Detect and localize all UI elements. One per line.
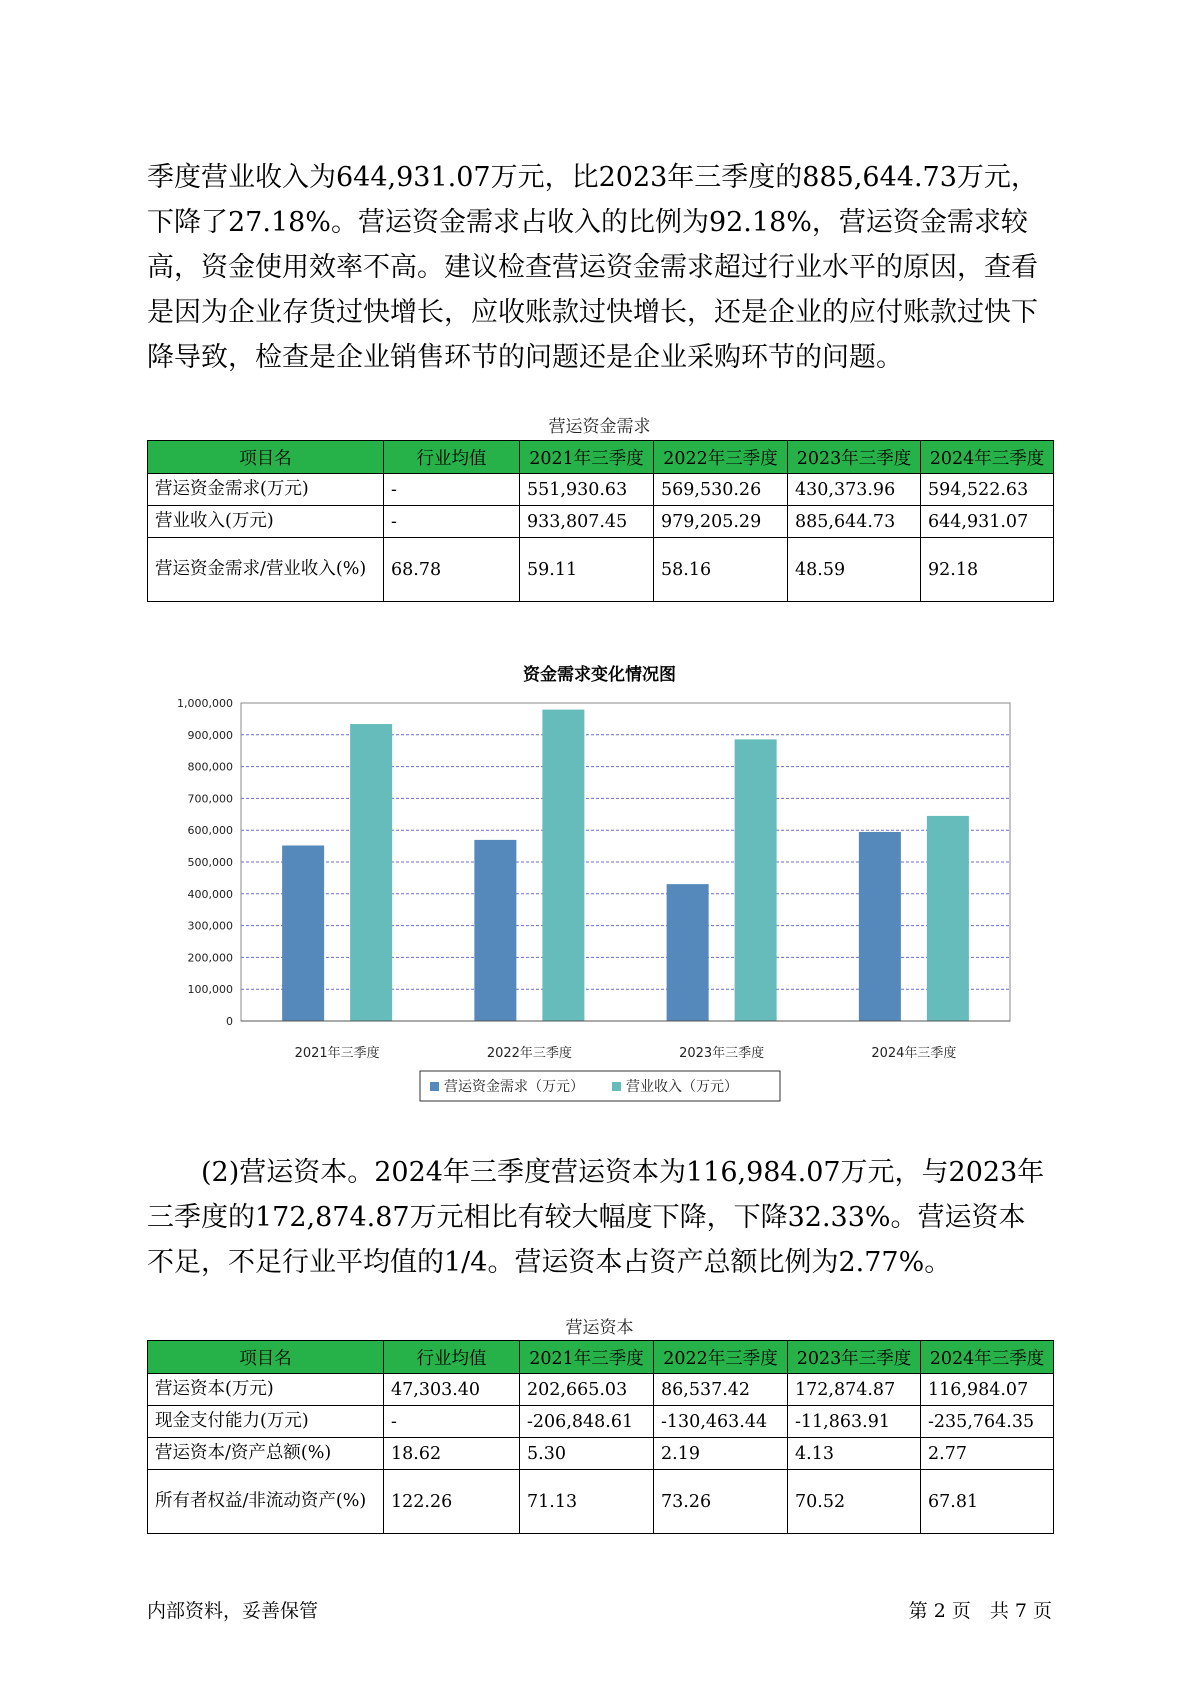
- y-tick-label: 400,000: [187, 887, 233, 901]
- table-cell: -11,863.91: [788, 1406, 921, 1438]
- row-label-cell: 营运资本/资产总额(%): [148, 1438, 384, 1470]
- table-header-row: [148, 1341, 1054, 1374]
- table-row: [148, 506, 1054, 538]
- row-label-cell: 所有者权益/非流动资产(%): [148, 1470, 384, 1534]
- y-tick-label: 500,000: [187, 856, 233, 869]
- bar: [282, 845, 324, 1021]
- table-row: [148, 538, 1054, 602]
- table-cell: 59.11: [520, 538, 654, 602]
- table-row: [148, 1374, 1054, 1406]
- table-header-cell: 2023年三季度: [788, 1341, 921, 1374]
- paragraph-text: (2)营运资本。2024年三季度营运资本为116,984.07万元，与2023年三季度的172,874.87万元相比有较大幅度下降，下降32.33%。营运资本不足，不足行业平均值的1/4。营运资本占资产总额比例为2.77%。: [147, 1157, 1045, 1278]
- page-number: 第 2 页 共 7 页: [908, 1600, 1052, 1622]
- table-header-cell: 行业均值: [384, 441, 520, 474]
- table-row: [148, 1406, 1054, 1438]
- y-tick-label: 100,000: [187, 983, 233, 997]
- table-cell: -206,848.61: [520, 1406, 654, 1438]
- table-cell: 172,874.87: [788, 1374, 921, 1406]
- bar: [474, 840, 516, 1021]
- y-tick-label: 700,000: [187, 792, 233, 806]
- table-cell: 73.26: [654, 1470, 788, 1534]
- table-cell: 933,807.45: [520, 506, 654, 538]
- table-cell: -: [384, 1406, 520, 1438]
- row-label-cell: 现金支付能力(万元): [148, 1406, 384, 1438]
- y-tick-label: 0: [226, 1015, 233, 1028]
- table-cell: 48.59: [788, 538, 921, 602]
- table-cell: 18.62: [384, 1438, 520, 1470]
- bar: [667, 884, 709, 1021]
- table-cell: 92.18: [921, 538, 1054, 602]
- table-cell: 2.19: [654, 1438, 788, 1470]
- bar: [350, 724, 392, 1021]
- bar: [927, 816, 969, 1021]
- table-cell: -: [384, 506, 520, 538]
- y-tick-label: 200,000: [187, 951, 233, 965]
- paragraph-operating-capital: [147, 1150, 1052, 1285]
- table-header-row: [148, 441, 1054, 474]
- table-cell: 551,930.63: [520, 474, 654, 506]
- table-cell: 979,205.29: [654, 506, 788, 538]
- table-row: [148, 1438, 1054, 1470]
- operating-capital-table: [147, 1340, 1054, 1534]
- table-cell: 569,530.26: [654, 474, 788, 506]
- legend-swatch: [612, 1082, 621, 1091]
- paragraph-text: 季度营业收入为644,931.07万元，比2023年三季度的885,644.73万元，下降了27.18%。营运资金需求占收入的比例为92.18%，营运资金需求较高，资金使用效率不高。建议检查营运资金需求超过行业水平的原因，查看是因为企业存货过快增长，应收账款过快增长，还是企业的应付账款过快下降导致，检查是企业销售环节的问题还是企业采购环节的问题。: [147, 162, 1038, 373]
- table-cell: 47,303.40: [384, 1374, 520, 1406]
- table-cell: 58.16: [654, 538, 788, 602]
- y-tick-label: 900,000: [187, 728, 233, 742]
- table-cell: 430,373.96: [788, 474, 921, 506]
- y-tick-label: 800,000: [187, 760, 233, 774]
- table-cell: 70.52: [788, 1470, 921, 1534]
- table-cell: 67.81: [921, 1470, 1054, 1534]
- table-cell: 5.30: [520, 1438, 654, 1470]
- footer-note: 内部资料，妥善保管: [147, 1600, 319, 1622]
- table-cell: -130,463.44: [654, 1406, 788, 1438]
- table-header-cell: 项目名: [148, 1341, 384, 1374]
- legend-label: 营运资金需求（万元）: [444, 1079, 584, 1095]
- table-header-cell: 2024年三季度: [921, 1341, 1054, 1374]
- table-cell: 116,984.07: [921, 1374, 1054, 1406]
- table-caption: 营运资本: [565, 1318, 634, 1338]
- table-cell: 4.13: [788, 1438, 921, 1470]
- chart-title: 资金需求变化情况图: [523, 665, 676, 685]
- table-row: [148, 1470, 1054, 1534]
- table-cell: 594,522.63: [921, 474, 1054, 506]
- table-cell: 885,644.73: [788, 506, 921, 538]
- table-cell: 122.26: [384, 1470, 520, 1534]
- table-header-cell: 2024年三季度: [921, 441, 1054, 474]
- table-header-cell: 2022年三季度: [654, 441, 788, 474]
- x-category-label: 2021年三季度: [294, 1046, 380, 1061]
- legend-label: 营业收入（万元）: [626, 1079, 738, 1095]
- y-tick-label: 1,000,000: [177, 697, 233, 710]
- row-label-cell: 营运资金需求(万元): [148, 474, 384, 506]
- bar: [735, 739, 777, 1021]
- table-cell: 644,931.07: [921, 506, 1054, 538]
- bar: [542, 710, 584, 1021]
- table-header-cell: 2022年三季度: [654, 1341, 788, 1374]
- table-cell: -235,764.35: [921, 1406, 1054, 1438]
- table-header-cell: 项目名: [148, 441, 384, 474]
- table-cell: 71.13: [520, 1470, 654, 1534]
- operating-capital-demand-table: [147, 440, 1054, 602]
- table-cell: -: [384, 474, 520, 506]
- table-header-cell: 2021年三季度: [520, 1341, 654, 1374]
- row-label-cell: 营运资本(万元): [148, 1374, 384, 1406]
- capital-demand-bar-chart: [150, 693, 1020, 1105]
- legend-swatch: [430, 1082, 439, 1091]
- bar: [859, 832, 901, 1021]
- x-category-label: 2022年三季度: [486, 1046, 572, 1061]
- x-category-label: 2023年三季度: [679, 1046, 765, 1061]
- table-cell: 202,665.03: [520, 1374, 654, 1406]
- table-cell: 2.77: [921, 1438, 1054, 1470]
- table-header-cell: 2023年三季度: [788, 441, 921, 474]
- paragraph-operating-capital-demand: [147, 155, 1052, 380]
- x-category-label: 2024年三季度: [871, 1046, 957, 1061]
- table-row: [148, 474, 1054, 506]
- table-header-cell: 行业均值: [384, 1341, 520, 1374]
- table-caption: 营运资金需求: [548, 417, 651, 437]
- table-cell: 86,537.42: [654, 1374, 788, 1406]
- table-header-cell: 2021年三季度: [520, 441, 654, 474]
- row-label-cell: 营运资金需求/营业收入(%): [148, 538, 384, 602]
- row-label-cell: 营业收入(万元): [148, 506, 384, 538]
- table-cell: 68.78: [384, 538, 520, 602]
- y-tick-label: 300,000: [187, 919, 233, 933]
- y-tick-label: 600,000: [187, 824, 233, 838]
